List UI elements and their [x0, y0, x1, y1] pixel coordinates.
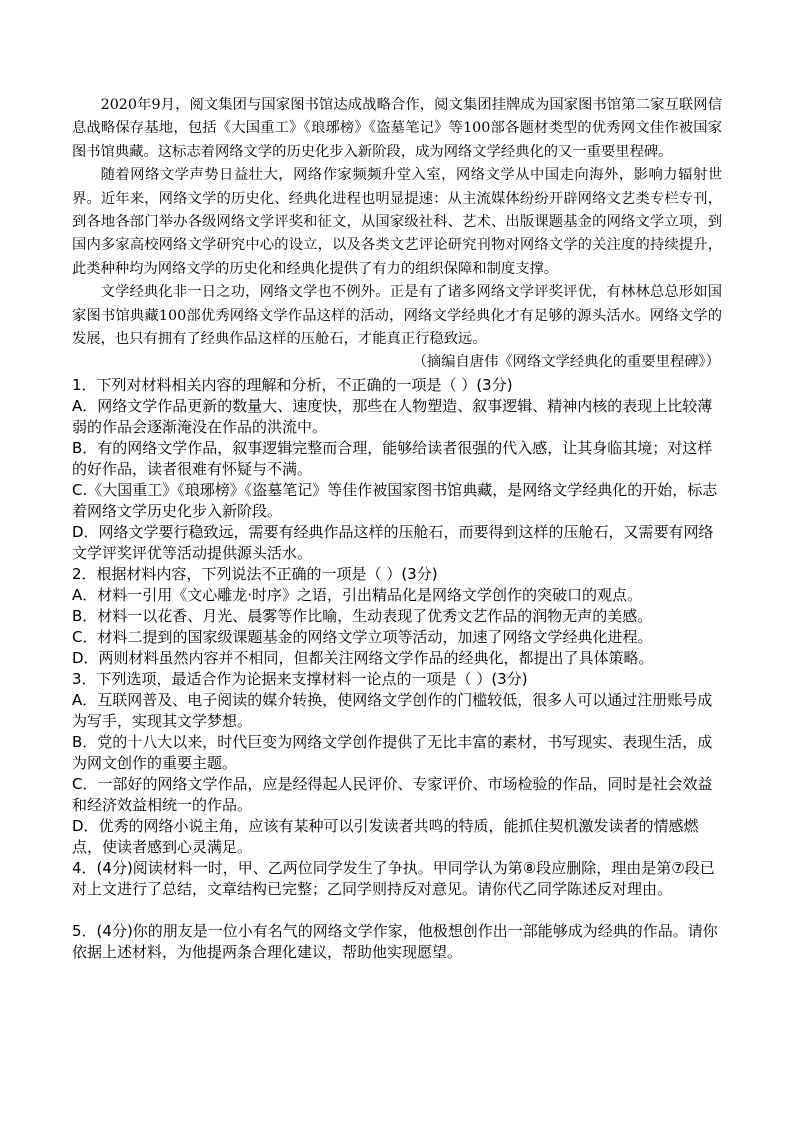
option-a: A．网络文学作品更新的数量大、速度快，那些在人物塑造、叙事逻辑、精神内核的表现上比较薄弱的作品会逐渐淹没在作品的洪流中。 — [72, 396, 713, 436]
question-2 — [72, 564, 722, 669]
option-a: A．材料一引用《文心雕龙·时序》之语，引出精品化是网络文学创作的突破口的观点。 — [72, 585, 643, 604]
question-stem: 1．下列对材料相关内容的理解和分析，不正确的一项是（ ）(3分) — [72, 375, 513, 394]
option-c: C.《大国重工》《琅琊榜》《盗墓笔记》等佳作被国家图书馆典藏，是网络文学经典化的开始，标志着网络文学历史化步入新阶段。 — [72, 480, 718, 520]
passage-paragraph-3: 文学经典化非一日之功，网络文学也不例外。正是有了诸多网络文学评奖评优，有林林总总形如国家图书馆典藏100部优秀网络文学作品这样的活动，网络文学经典化才有足够的源头活水。网络文学的发展，也只有拥有了经典作品这样的压舱石，才能真正行稳致远。 — [72, 284, 722, 348]
answer-space — [72, 900, 722, 921]
option-a: A．互联网普及、电子阅读的媒介转换，使网络文学创作的门槛较低，很多人可以通过注册账号成为写手，实现其文学梦想。 — [72, 690, 713, 730]
question-4 — [72, 858, 722, 900]
option-b: B．材料一以花香、月光、晨雾等作比喻，生动表现了优秀文艺作品的润物无声的美感。 — [72, 606, 653, 625]
passage-paragraph-2: 随着网络文学声势日益壮大，网络作家频频升堂入室，网络文学从中国走向海外，影响力辐射世界。近年来，网络文学的历史化、经典化进程也明显提速：从主流媒体纷纷开辟网络文艺类专栏专刊，到各地各部门举办各级网络文学评奖和征文，从国家级社科、艺术、出版课题基金的网络文学立项，到国内多家高校网络文学研究中心的设立，以及各类文艺评论研究刊物对网络文学的关注度的持续提升，此类种种均为网络文学的历史化和经典化提供了有力的组织保障和制度支撑。 — [72, 167, 722, 277]
option-d: D．网络文学要行稳致远，需要有经典作品这样的压舱石，而要得到这样的压舱石，又需要有网络文学评奖评优等活动提供源头活水。 — [72, 522, 714, 562]
question-3 — [72, 669, 722, 858]
question-stem: 4．(4分)阅读材料一时，甲、乙两位同学发生了争执。甲同学认为第⑧段应删除，理由是第⑦段已对上文进行了总结，文章结构已完整；乙同学则持反对意见。请你代乙同学陈述反对理由。 — [72, 858, 715, 898]
question-stem: 5．(4分)你的朋友是一位小有名气的网络文学作家，他极想创作出一部能够成为经典的作品。请你依据上述材料，为他提两条合理化建议，帮助他实现愿望。 — [72, 921, 718, 961]
exam-page — [72, 94, 722, 963]
option-c: C．材料二提到的国家级课题基金的网络文学立项等活动，加速了网络文学经典化进程。 — [72, 627, 653, 646]
option-d: D．优秀的网络小说主角，应该有某种可以引发读者共鸣的特质，能抓住契机激发读者的情感燃点，使读者感到心灵满足。 — [72, 816, 699, 856]
reading-passage — [72, 94, 722, 351]
passage-paragraph-1: 2020年9月，阅文集团与国家图书馆达成战略合作，阅文集团挂牌成为国家图书馆第二家互联网信息战略保存基地，包括《大国重工》《琅琊榜》《盗墓笔记》等100部各题材类型的优秀网文佳作被国家图书馆典藏。这标志着网络文学的历史化步入新阶段，成为网络文学经典化的又一重要里程碑。 — [72, 97, 722, 160]
passage-source: （摘编自唐伟《网络文学经典化的重要里程碑》） — [412, 354, 720, 371]
question-stem: 3．下列选项，最适合作为论据来支撑材料一论点的一项是（ ）(3分) — [72, 669, 528, 688]
option-b: B．党的十八大以来，时代巨变为网络文学创作提供了无比丰富的素材，书写现实、表现生活，成为网文创作的重要主题。 — [72, 732, 713, 772]
question-1 — [72, 375, 722, 564]
question-5 — [72, 921, 722, 963]
option-d: D．两则材料虽然内容并不相同，但都关注网络文学作品的经典化，都提出了具体策略。 — [72, 648, 654, 667]
question-list — [72, 375, 722, 963]
question-stem: 2．根据材料内容，下列说法不正确的一项是（ ）(3分) — [72, 564, 438, 583]
option-b: B．有的网络文学作品，叙事逻辑完整而合理，能够给读者很强的代入感，让其身临其境；对这样的好作品，读者很难有怀疑与不满。 — [72, 438, 713, 478]
option-c: C．一部好的网络文学作品，应是经得起人民评价、专家评价、市场检验的作品，同时是社会效益和经济效益相统一的作品。 — [72, 774, 713, 814]
